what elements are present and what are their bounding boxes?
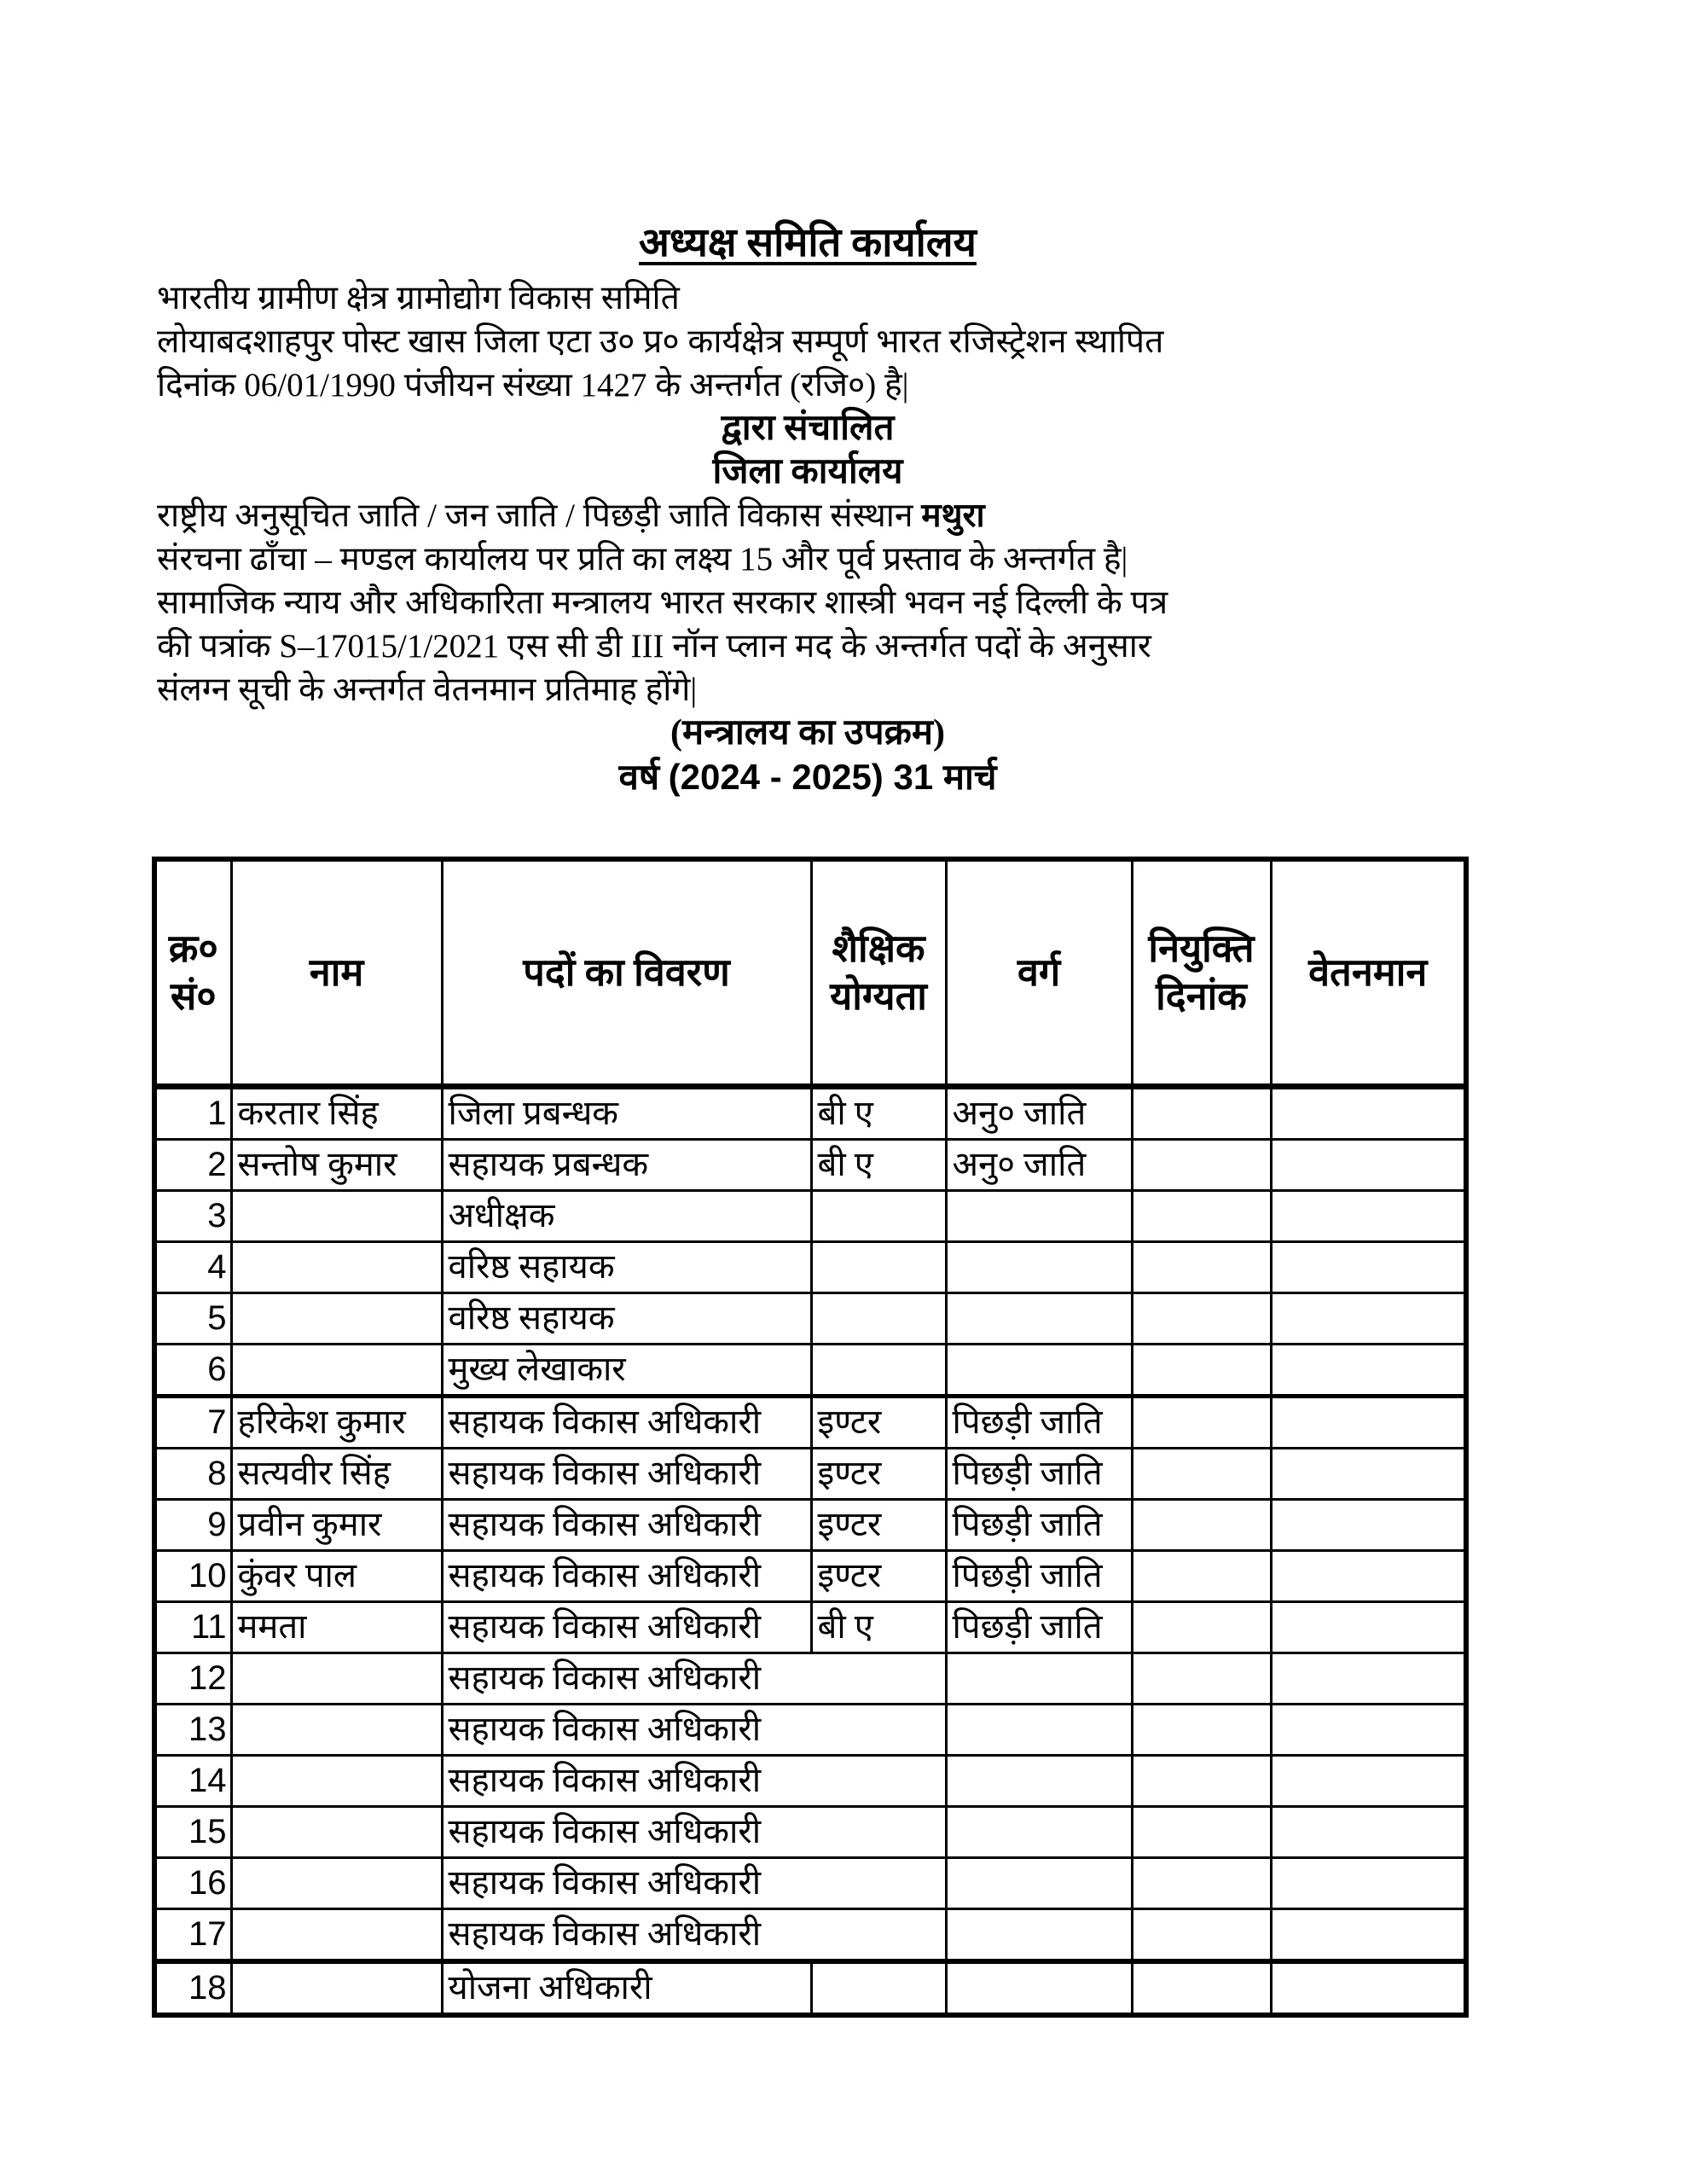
cell-date [1132,1397,1271,1449]
cell-post: मुख्य लेखाकार [442,1345,811,1397]
cell-name [231,1191,442,1242]
cell-post: सहायक विकास अधिकारी [442,1705,946,1756]
text-segment: सामाजिक न्याय और अधिकारिता मन्त्रालय भारत सरकार शास्त्री भवन नई दिल्ली के पत्र [157,584,1168,621]
cell-qual [811,1345,946,1397]
text-segment: (2024 - 2025) 31 [668,757,943,797]
cell-date [1132,1191,1271,1242]
cell-pay [1271,1602,1466,1653]
document-line [152,624,1464,668]
table-row [154,1705,1466,1756]
cell-sn: 4 [154,1242,231,1293]
table-row [154,1087,1466,1140]
cell-sn: 13 [154,1705,231,1756]
cell-sn: 6 [154,1345,231,1397]
cell-name: हरिकेश कुमार [231,1397,442,1449]
cell-name [231,1807,442,1858]
cell-name [231,1756,442,1807]
text-segment: और पूर्व प्रस्ताव के अन्तर्गत है| [773,541,1128,578]
text-segment: III [630,628,664,665]
table-row [154,1449,1466,1500]
column-header: शैक्षिक योग्यता [811,859,946,1087]
text-segment: S–17015/1/2021 [279,628,500,665]
cell-sn: 10 [154,1551,231,1602]
cell-sn: 2 [154,1140,231,1191]
cell-cat [946,1961,1132,2015]
text-segment: पंजीयन संख्या [395,367,581,404]
cell-sn: 1 [154,1087,231,1140]
cell-cat: पिछड़ी जाति [946,1449,1132,1500]
table-body [154,1087,1466,2016]
cell-name [231,1858,442,1909]
cell-name [231,1909,442,1962]
cell-qual: इण्टर [811,1397,946,1449]
cell-cat [946,1705,1132,1756]
document-line [152,712,1464,755]
column-header: पदों का विवरण [442,859,811,1087]
cell-post: सहायक प्रबन्धक [442,1140,811,1191]
text-segment: की पत्रांक [157,628,280,665]
cell-sn: 8 [154,1449,231,1500]
cell-name: सत्यवीर सिंह [231,1449,442,1500]
column-header: वेतनमान [1271,859,1466,1087]
document-line [152,363,1464,407]
document-line [152,755,1464,800]
cell-name [231,1653,442,1705]
cell-post: सहायक विकास अधिकारी [442,1858,946,1909]
text-segment: 15 [739,541,774,578]
cell-date [1132,1500,1271,1551]
cell-name [231,1345,442,1397]
cell-name: सन्तोष कुमार [231,1140,442,1191]
cell-name [231,1242,442,1293]
cell-qual: इण्टर [811,1449,946,1500]
cell-date [1132,1242,1271,1293]
cell-cat: पिछड़ी जाति [946,1397,1132,1449]
cell-post: सहायक विकास अधिकारी [442,1500,811,1551]
cell-date [1132,1705,1271,1756]
cell-sn: 9 [154,1500,231,1551]
text-segment: 1427 [580,367,647,404]
text-segment: दिनांक [157,367,245,404]
table-row [154,1345,1466,1397]
cell-post: सहायक विकास अधिकारी [442,1449,811,1500]
text-segment: के अन्तर्गत (रजि०) है| [646,367,909,404]
cell-pay [1271,1500,1466,1551]
cell-post: अधीक्षक [442,1191,811,1242]
table-header-row [154,859,1466,1087]
cell-sn: 12 [154,1653,231,1705]
table-row [154,1500,1466,1551]
cell-sn: 7 [154,1397,231,1449]
document-lines [152,276,1464,800]
cell-date [1132,1602,1271,1653]
cell-post: वरिष्ठ सहायक [442,1293,811,1345]
cell-date [1132,1087,1271,1140]
cell-cat: पिछड़ी जाति [946,1500,1132,1551]
table-row [154,1909,1466,1962]
column-header: नियुक्ति दिनांक [1132,859,1271,1087]
cell-qual: बी ए [811,1140,946,1191]
text-segment: संरचना ढाँचा – मण्डल कार्यालय पर प्रति का लक्ष्य [157,541,740,578]
text-segment: मार्च [942,758,997,798]
text-segment: जिला कार्यालय [712,452,903,491]
document-line [152,537,1464,581]
cell-date [1132,1909,1271,1962]
cell-name [231,1293,442,1345]
cell-name [231,1705,442,1756]
table-row [154,1756,1466,1807]
document-line [152,320,1464,363]
cell-sn: 5 [154,1293,231,1345]
document-line [152,276,1464,320]
text-segment: भारतीय ग्रामीण क्षेत्र ग्रामोद्योग विकास समिति [157,280,680,317]
cell-name: कुंवर पाल [231,1551,442,1602]
cell-sn: 17 [154,1909,231,1962]
cell-name: ममता [231,1602,442,1653]
cell-cat [946,1756,1132,1807]
cell-cat: पिछड़ी जाति [946,1551,1132,1602]
cell-pay [1271,1345,1466,1397]
cell-cat: पिछड़ी जाति [946,1602,1132,1653]
text-segment: (मन्त्रालय का उपक्रम) [670,713,945,752]
cell-date [1132,1345,1271,1397]
document-content [152,0,1464,2018]
cell-cat [946,1653,1132,1705]
text-segment: नॉन प्लान मद के अन्तर्गत पदों के अनुसार [664,628,1151,665]
cell-date [1132,1807,1271,1858]
cell-cat [946,1858,1132,1909]
cell-cat [946,1293,1132,1345]
cell-pay [1271,1909,1466,1962]
cell-qual: इण्टर [811,1500,946,1551]
cell-date [1132,1140,1271,1191]
table-row [154,1551,1466,1602]
document-line [152,581,1464,624]
column-header: नाम [231,859,442,1087]
table-row [154,1807,1466,1858]
cell-pay [1271,1858,1466,1909]
table-row [154,1397,1466,1449]
text-segment: एस सी डी [499,628,631,665]
cell-date [1132,1551,1271,1602]
cell-date [1132,1756,1271,1807]
cell-qual: बी ए [811,1602,946,1653]
cell-post: सहायक विकास अधिकारी [442,1551,811,1602]
document-line [152,407,1464,450]
column-header: क्र०सं० [154,859,231,1087]
cell-pay [1271,1705,1466,1756]
cell-cat [946,1909,1132,1962]
table-row [154,1653,1466,1705]
table-row [154,1191,1466,1242]
cell-pay [1271,1293,1466,1345]
document-line [152,494,1464,537]
cell-post: जिला प्रबन्धक [442,1087,811,1140]
text-segment: लोयाबदशाहपुर पोस्ट खास जिला एटा उ० प्र० कार्यक्षेत्र सम्पूर्ण भारत रजिस्ट्रेशन स्थापित [157,323,1164,360]
cell-cat [946,1242,1132,1293]
cell-pay [1271,1242,1466,1293]
cell-cat: अनु० जाति [946,1087,1132,1140]
document-line [152,450,1464,494]
cell-qual [811,1242,946,1293]
cell-pay [1271,1449,1466,1500]
cell-post: सहायक विकास अधिकारी [442,1397,811,1449]
cell-post: सहायक विकास अधिकारी [442,1807,946,1858]
cell-name: करतार सिंह [231,1087,442,1140]
cell-qual [811,1961,946,2015]
cell-name [231,1961,442,2015]
cell-qual: इण्टर [811,1551,946,1602]
cell-post: सहायक विकास अधिकारी [442,1756,946,1807]
cell-date [1132,1858,1271,1909]
text-segment: राष्ट्रीय अनुसूचित जाति / जन जाति / पिछड़ी जाति विकास संस्थान [157,497,922,534]
cell-sn: 16 [154,1858,231,1909]
text-segment: वर्ष [618,758,669,798]
table-row [154,1140,1466,1191]
cell-pay [1271,1191,1466,1242]
cell-date [1132,1653,1271,1705]
table-row [154,1602,1466,1653]
cell-pay [1271,1961,1466,2015]
text-segment: मथुरा [921,497,985,534]
cell-cat [946,1807,1132,1858]
cell-cat [946,1345,1132,1397]
table-row [154,1961,1466,2015]
cell-cat [946,1191,1132,1242]
cell-pay [1271,1756,1466,1807]
staff-table [152,857,1469,2018]
cell-date [1132,1449,1271,1500]
cell-post: सहायक विकास अधिकारी [442,1653,946,1705]
page-title: अध्यक्ष समिति कार्यालय [639,221,977,265]
cell-qual: बी ए [811,1087,946,1140]
text-segment: 06/01/1990 [244,367,396,404]
cell-pay [1271,1653,1466,1705]
cell-date [1132,1961,1271,2015]
cell-name: प्रवीन कुमार [231,1500,442,1551]
document-line [152,668,1464,712]
table-row [154,1242,1466,1293]
text-segment: संलग्न सूची के अन्तर्गत वेतनमान प्रतिमाह होंगे| [157,671,698,708]
cell-pay [1271,1087,1466,1140]
text-segment: द्वारा संचालित [721,409,895,448]
cell-qual [811,1293,946,1345]
cell-qual [811,1191,946,1242]
cell-sn: 14 [154,1756,231,1807]
cell-sn: 15 [154,1807,231,1858]
cell-post: सहायक विकास अधिकारी [442,1602,811,1653]
cell-cat: अनु० जाति [946,1140,1132,1191]
cell-date [1132,1293,1271,1345]
table-row [154,1858,1466,1909]
table-row [154,1293,1466,1345]
cell-sn: 11 [154,1602,231,1653]
cell-pay [1271,1807,1466,1858]
cell-post: योजना अधिकारी [442,1961,811,2015]
cell-sn: 3 [154,1191,231,1242]
cell-pay [1271,1397,1466,1449]
cell-post: सहायक विकास अधिकारी [442,1909,946,1962]
cell-sn: 18 [154,1961,231,2015]
cell-pay [1271,1551,1466,1602]
column-header: वर्ग [946,859,1132,1087]
cell-pay [1271,1140,1466,1191]
cell-post: वरिष्ठ सहायक [442,1242,811,1293]
